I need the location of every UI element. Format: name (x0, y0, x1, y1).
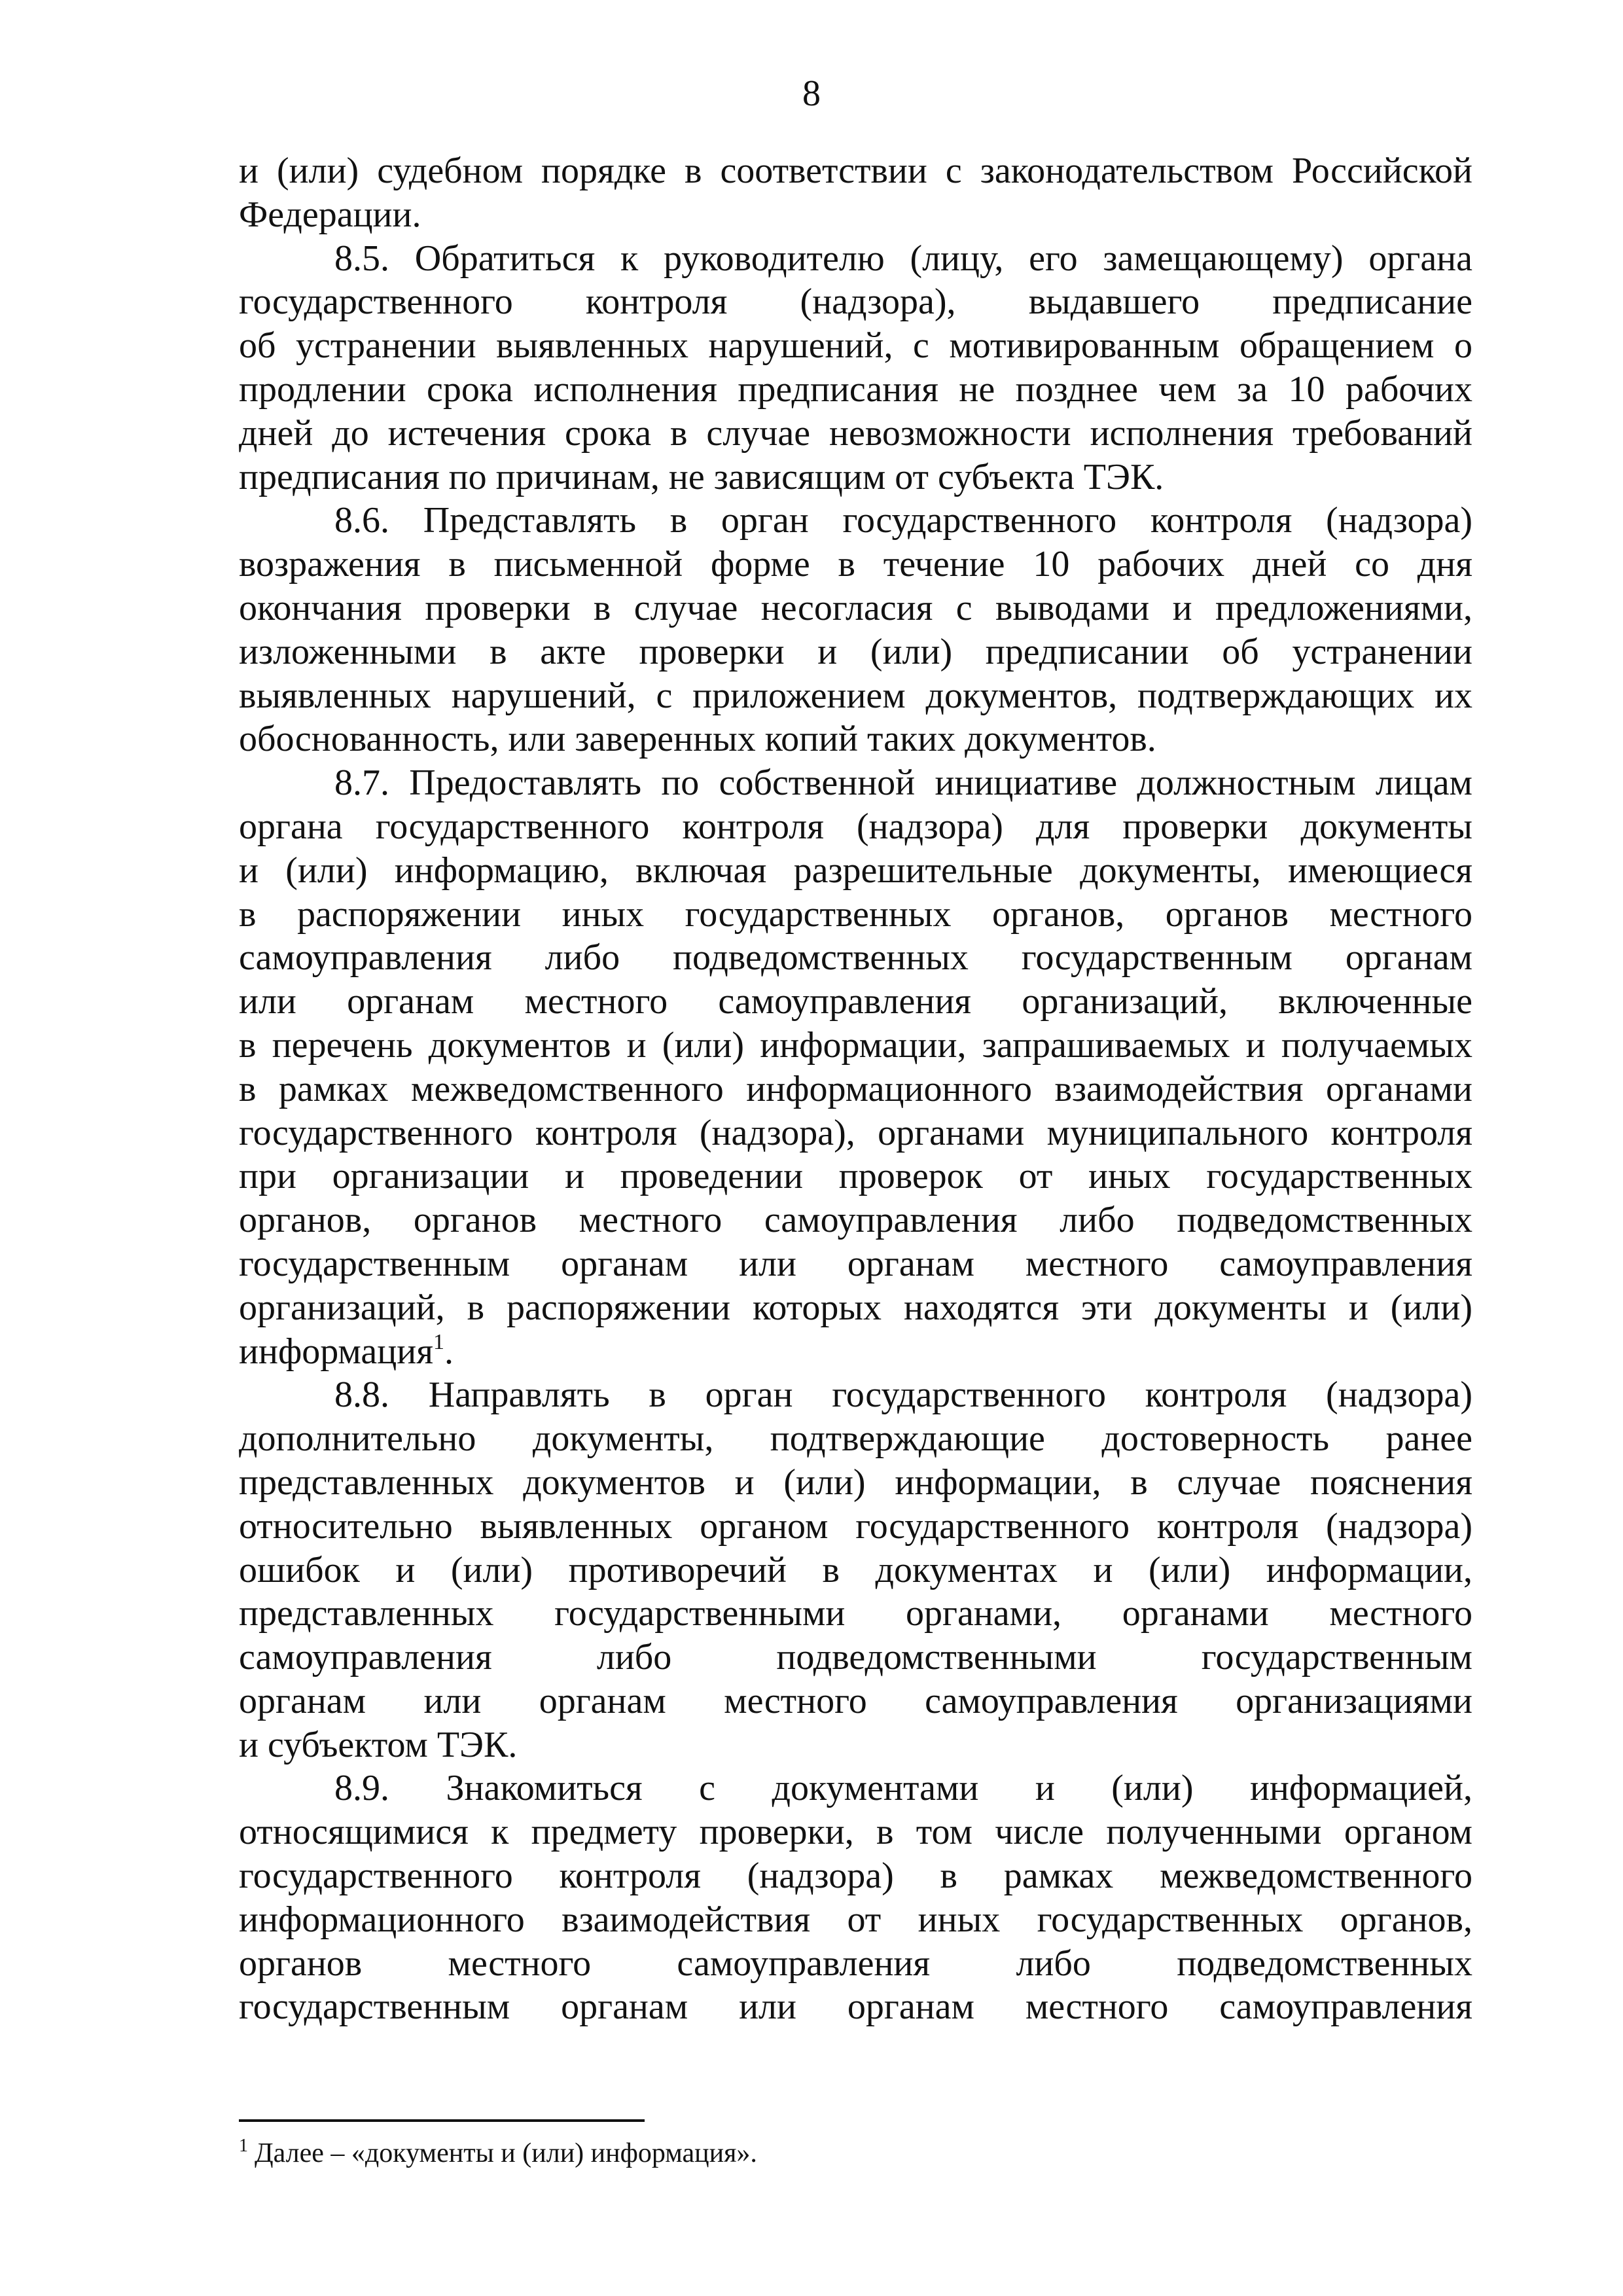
text-line: самоуправления либо подведомственными государственным (239, 1637, 1472, 1678)
text-line: изложенными в акте проверки и (или) предписании об устранении (239, 631, 1472, 672)
text-line: 8.7. Предоставлять по собственной инициативе должностным лицам (334, 762, 1472, 804)
text-line-with-footnote (239, 1330, 1472, 1374)
paragraph-8-7 (239, 761, 1472, 1373)
text-line: органов, органов местного самоуправления либо подведомственных (239, 1200, 1472, 1241)
text-line: 8.6. Представлять в орган государственного контроля (надзора) (334, 500, 1472, 541)
text-line: государственного контроля (надзора), выдавшего предписание (239, 281, 1472, 323)
text-line: относительно выявленных органом государственного контроля (надзора) (239, 1505, 1472, 1547)
footnote-separator (239, 2119, 645, 2122)
text-line: предписания по причинам, не зависящим от субъекта ТЭК. (239, 456, 1164, 497)
text-fragment: информация (239, 1331, 433, 1372)
text-line: государственного контроля (надзора), органами муниципального контроля (239, 1112, 1472, 1153)
text-line: 8.9. Знакомиться с документами и (или) информацией, (334, 1768, 1472, 1809)
text-line: и (или) информацию, включая разрешительные документы, имеющиеся (239, 850, 1472, 891)
text-line: в распоряжении иных государственных органов, органов местного (239, 893, 1472, 935)
text-line: в перечень документов и (или) информации, запрашиваемых и получаемых (239, 1024, 1472, 1066)
page-number: 8 (802, 73, 821, 114)
paragraph-8-9 (239, 1767, 1472, 2029)
text-line: органа государственного контроля (надзора) для проверки документы (239, 806, 1472, 847)
text-line: в рамках межведомственного информационного взаимодействия органами (239, 1068, 1472, 1109)
text-line: органам или органам местного самоуправления организациями (239, 1680, 1472, 1721)
text-line: Федерации. (239, 194, 421, 235)
text-line: представленных государственными органами, органами местного (239, 1593, 1472, 1634)
text-line: и субъектом ТЭК. (239, 1724, 518, 1765)
paragraph-8-6 (239, 499, 1472, 761)
text-line: об устранении выявленных нарушений, с мотивированным обращением о (239, 325, 1472, 367)
text-line: продлении срока исполнения предписания не позднее чем за 10 рабочих (239, 368, 1472, 410)
text-line: дней до истечения срока в случае невозможности исполнения требований (239, 412, 1472, 454)
body-text (239, 149, 1472, 2029)
paragraph-continuation (239, 149, 1472, 237)
text-line: относящимися к предмету проверки, в том числе полученными органом (239, 1812, 1472, 1853)
paragraph-8-5 (239, 237, 1472, 499)
text-line: информационного взаимодействия от иных государственных органов, (239, 1899, 1472, 1940)
text-line: окончания проверки в случае несогласия с выводами и предложениями, (239, 587, 1472, 628)
text-line: государственного контроля (надзора) в рамках межведомственного (239, 1856, 1472, 1897)
text-line: обоснованность, или заверенных копий таких документов. (239, 719, 1156, 760)
text-line: самоуправления либо подведомственных государственным органам (239, 937, 1472, 978)
text-line: возражения в письменной форме в течение 10 рабочих дней со дня (239, 544, 1472, 585)
footnote-marker: 1 (239, 2136, 248, 2156)
footnote (239, 2135, 1472, 2172)
text-line: государственным органам или органам местного самоуправления (239, 1243, 1472, 1284)
text-line: выявленных нарушений, с приложением документов, подтверждающих их (239, 675, 1472, 716)
text-fragment: . (444, 1331, 454, 1372)
paragraph-8-8 (239, 1373, 1472, 1767)
text-line: представленных документов и (или) информации, в случае пояснения (239, 1462, 1472, 1503)
text-line: органов местного самоуправления либо подведомственных (239, 1943, 1472, 1984)
text-line: дополнительно документы, подтверждающие достоверность ранее (239, 1418, 1472, 1460)
footnote-reference[interactable]: 1 (433, 1329, 444, 1354)
text-line: 8.8. Направлять в орган государственного контроля (надзора) (334, 1374, 1472, 1416)
text-line: государственным органам или органам местного самоуправления (239, 1986, 1472, 2028)
text-line: организаций, в распоряжении которых находятся эти документы и (или) (239, 1287, 1472, 1328)
text-line: или органам местного самоуправления организаций, включенные (239, 981, 1472, 1022)
footnote-text: Далее – «документы и (или) информация». (255, 2138, 757, 2168)
text-line: ошибок и (или) противоречий в документах и (или) информации, (239, 1549, 1472, 1590)
text-line: 8.5. Обратиться к руководителю (лицу, его замещающему) органа (334, 238, 1472, 279)
text-line: и (или) судебном порядке в соответствии с законодательством Российской (239, 151, 1472, 191)
text-line: при организации и проведении проверок от иных государственных (239, 1156, 1472, 1197)
